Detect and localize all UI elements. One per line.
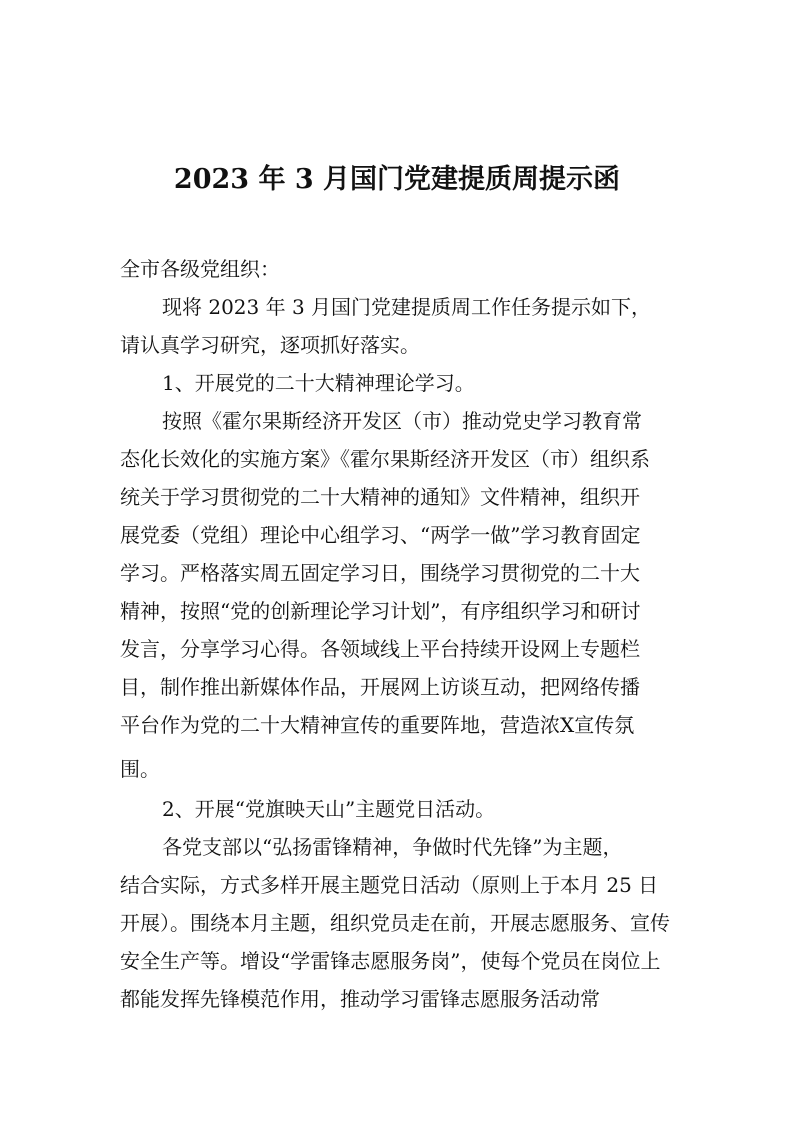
paragraph-line: 各党支部以“弘扬雷锋精神，争做时代先锋”为主题，	[162, 835, 623, 859]
paragraph-line: 安全生产等。增设“学雷锋志愿服务岗”，使每个党员在岗位上	[120, 949, 661, 973]
paragraph-line: 统关于学习贯彻党的二十大精神的通知》文件精神，组织开	[120, 485, 640, 509]
paragraph-line: 请认真学习研究，逐项抓好落实。	[120, 333, 420, 357]
document-body	[120, 250, 700, 1018]
paragraph-line: 结合实际，方式多样开展主题党日活动（原则上于本月 25 日	[120, 873, 659, 897]
paragraph-line: 发言，分享学习心得。各领域线上平台持续开设网上专题栏	[120, 637, 640, 661]
paragraph-line: 围。	[120, 757, 160, 781]
document-title: 2023 年 3 月国门党建提质周提示函	[173, 164, 621, 195]
paragraph-line: 态化长效化的实施方案》《霍尔果斯经济开发区（市）组织系	[120, 447, 650, 471]
section-heading: 1、开展党的二十大精神理论学习。	[162, 371, 475, 395]
paragraph-line: 目，制作推出新媒体作品，开展网上访谈互动，把网络传播	[120, 675, 640, 699]
paragraph-line: 展党委（党组）理论中心组学习、“两学一做”学习教育固定	[120, 523, 641, 547]
paragraph-line: 开展）。围绕本月主题，组织党员走在前，开展志愿服务、宣传	[120, 911, 670, 935]
paragraph-line: 学习。严格落实周五固定学习日，围绕学习贯彻党的二十大	[120, 561, 640, 585]
paragraph-line: 按照《霍尔果斯经济开发区（市）推动党史学习教育常	[162, 409, 642, 433]
paragraph-line: 精神，按照“党的创新理论学习计划”，有序组织学习和研讨	[120, 599, 641, 623]
paragraph-line: 平台作为党的二十大精神宣传的重要阵地，营造浓X宣传氛	[120, 713, 635, 737]
paragraph-line: 现将 2023 年 3 月国门党建提质周工作任务提示如下，	[162, 295, 652, 319]
salutation: 全市各级党组织：	[120, 257, 280, 281]
section-heading: 2、开展“党旗映天山”主题党日活动。	[162, 797, 496, 821]
paragraph-line: 都能发挥先锋模范作用，推动学习雷锋志愿服务活动常	[120, 987, 600, 1011]
